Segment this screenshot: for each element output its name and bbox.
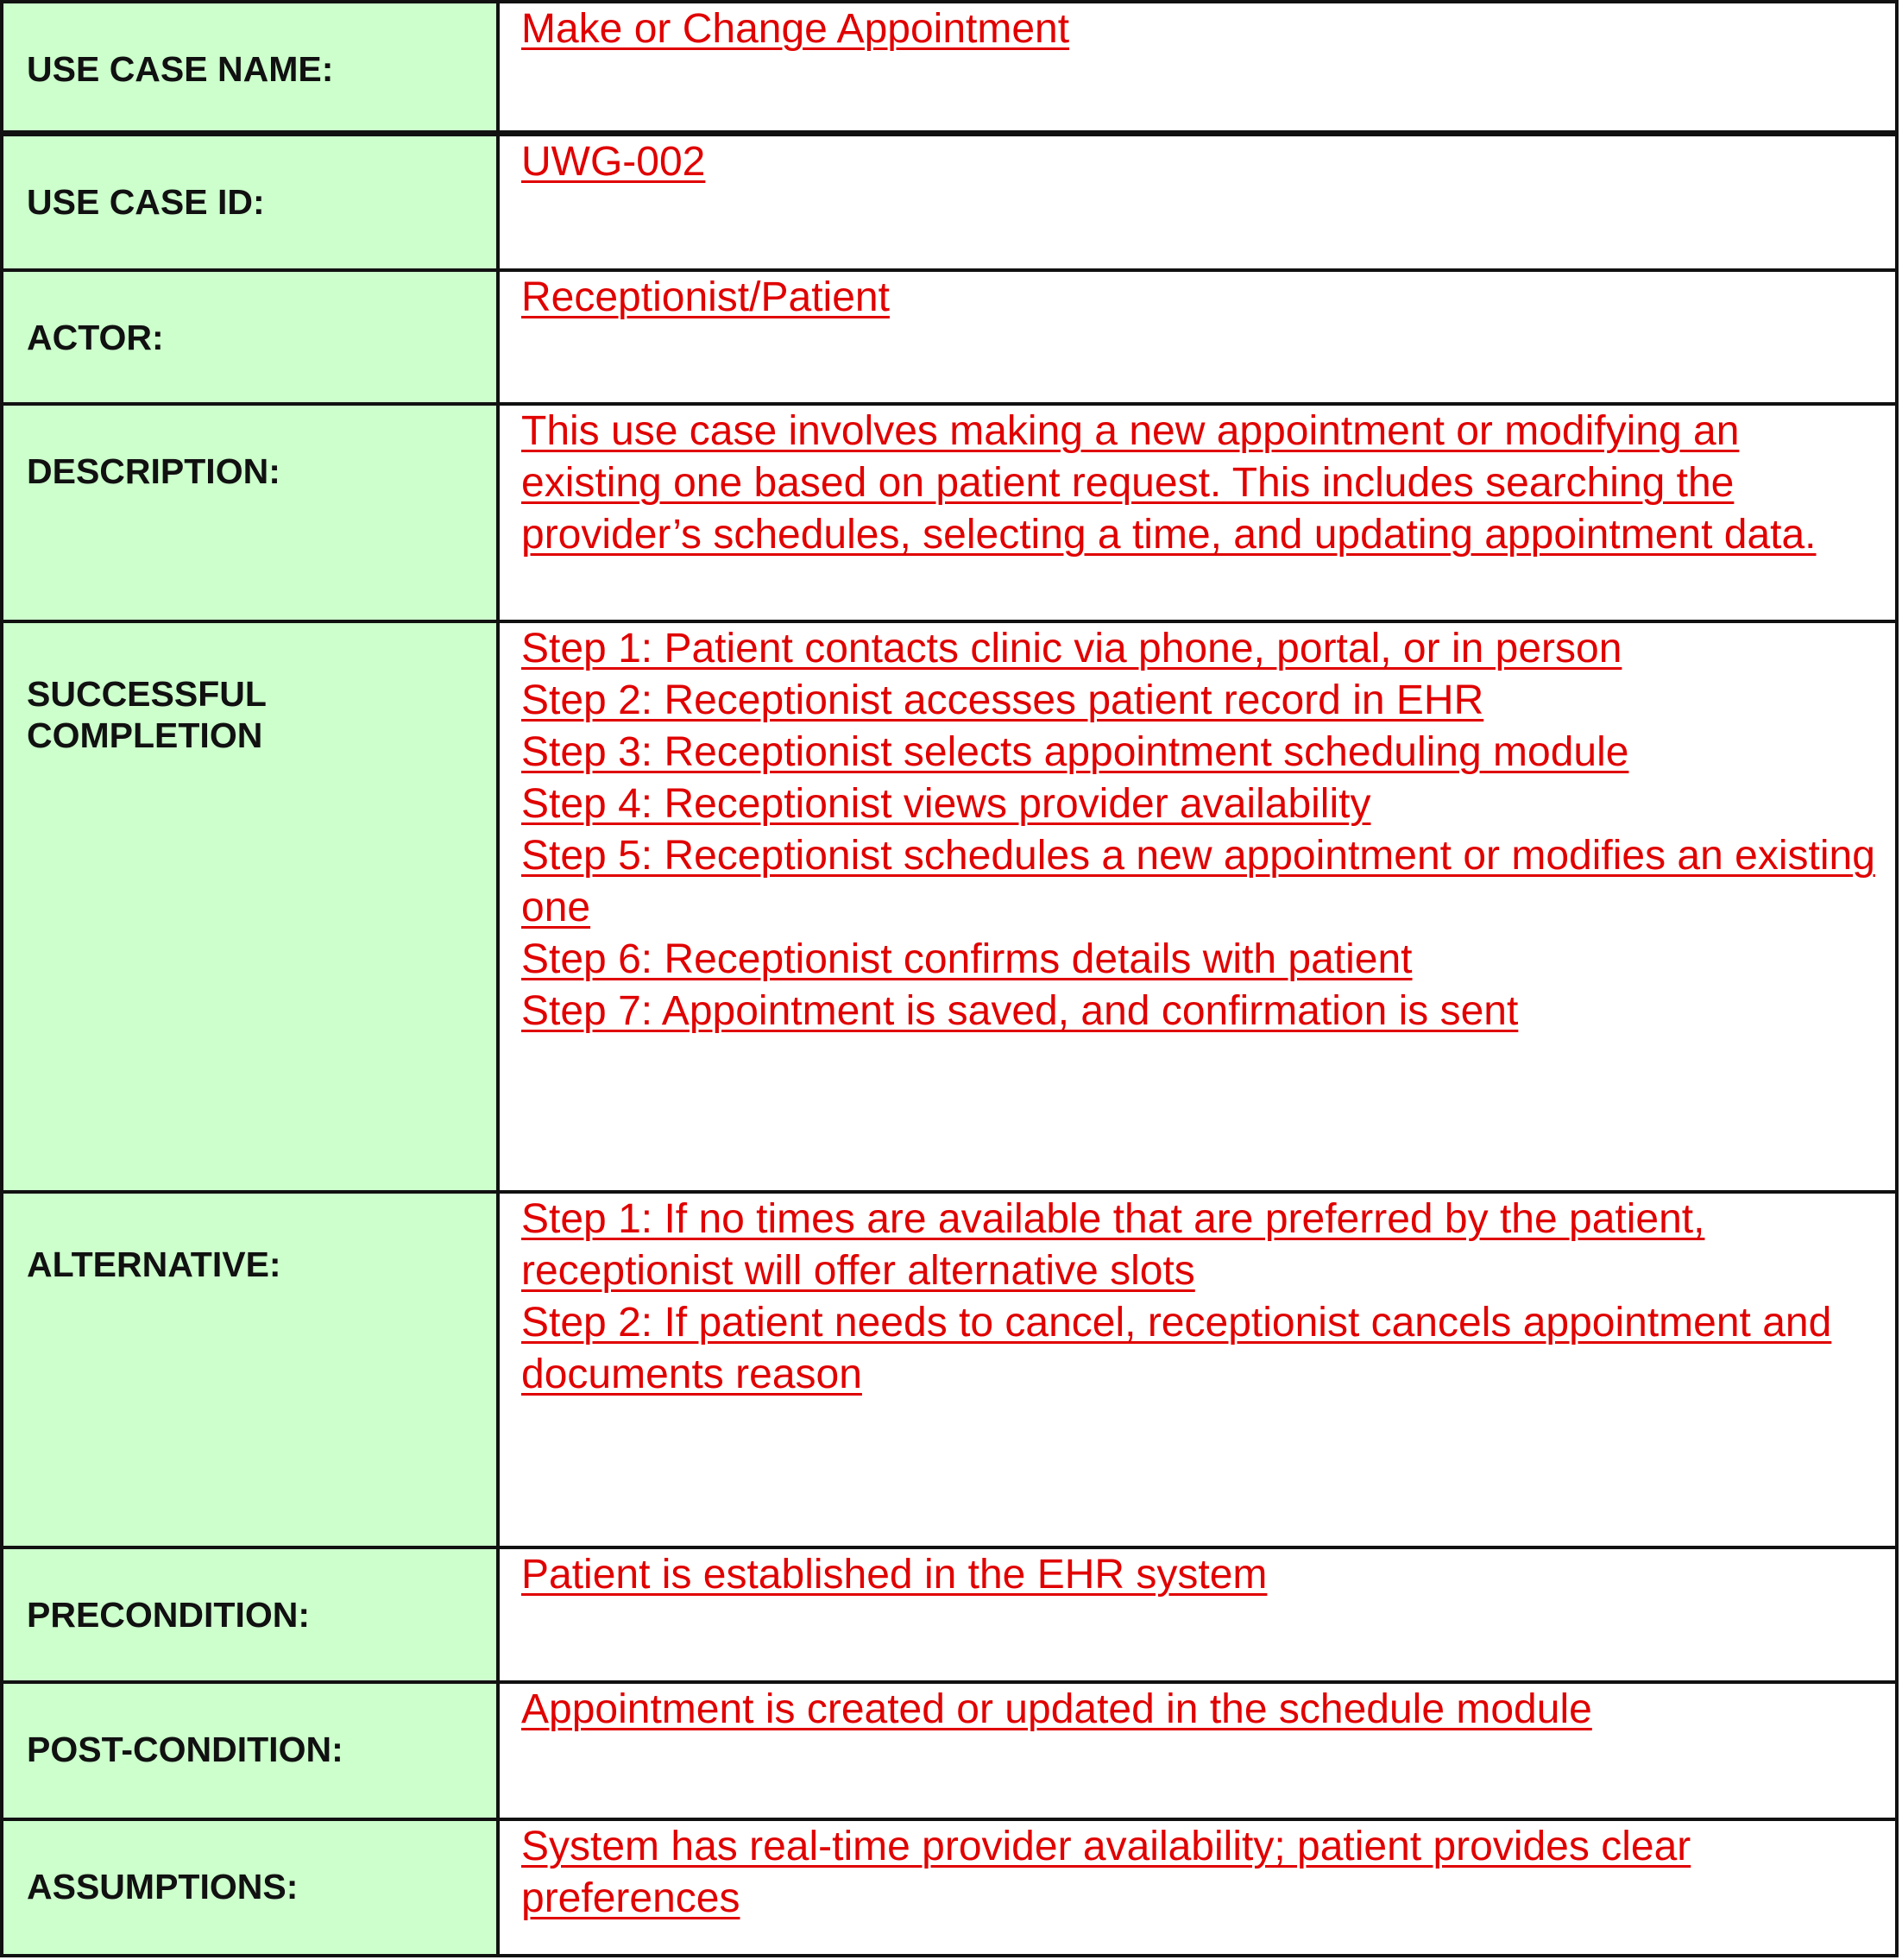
row-precondition [2, 1547, 1897, 1682]
use-case-name-label: USE CASE NAME: [2, 2, 498, 133]
alternative-step: Step 2: If patient needs to cancel, receptionist cancels appointment and documents reason [521, 1300, 1832, 1397]
alternative-step: Step 1: If no times are available that are preferred by the patient, receptionist will offer alternative slots [521, 1196, 1705, 1294]
row-description [2, 404, 1897, 621]
row-postcondition [2, 1682, 1897, 1819]
successful-completion-label: SUCCESSFUL COMPLETION [2, 621, 498, 1192]
alternative-value [498, 1192, 1897, 1547]
successful-step: Step 6: Receptionist confirms details with patient [521, 936, 1413, 982]
precondition-value: Patient is established in the EHR system [498, 1547, 1897, 1682]
successful-step: Step 7: Appointment is saved, and confirmation is sent [521, 988, 1519, 1034]
assumptions-value: System has real-time provider availability; patient provides clear preferences [498, 1819, 1897, 1956]
precondition-label: PRECONDITION: [2, 1547, 498, 1682]
successful-step: Step 4: Receptionist views provider availability [521, 781, 1371, 827]
assumptions-label: ASSUMPTIONS: [2, 1819, 498, 1956]
row-alternative [2, 1192, 1897, 1547]
description-label: DESCRIPTION: [2, 404, 498, 621]
alternative-label: ALTERNATIVE: [2, 1192, 498, 1547]
successful-step: Step 1: Patient contacts clinic via phone, portal, or in person [521, 626, 1622, 671]
successful-step: Step 2: Receptionist accesses patient record in EHR [521, 677, 1484, 723]
row-use-case-id [2, 133, 1897, 270]
row-actor [2, 270, 1897, 404]
row-successful-completion [2, 621, 1897, 1192]
postcondition-label: POST-CONDITION: [2, 1682, 498, 1819]
postcondition-value: Appointment is created or updated in the schedule module [498, 1682, 1897, 1819]
use-case-id-label: USE CASE ID: [2, 133, 498, 270]
row-assumptions [2, 1819, 1897, 1956]
actor-label: ACTOR: [2, 270, 498, 404]
use-case-id-value: UWG-002 [498, 133, 1897, 270]
description-value: This use case involves making a new appointment or modifying an existing one based on patient request. This includes searching the provider’s schedules, selecting a time, and updating appointment data. [498, 404, 1897, 621]
successful-step: Step 5: Receptionist schedules a new appointment or modifies an existing one [521, 833, 1875, 930]
actor-value: Receptionist/Patient [498, 270, 1897, 404]
row-use-case-name [2, 2, 1897, 133]
successful-step: Step 3: Receptionist selects appointment scheduling module [521, 729, 1629, 775]
use-case-name-value: Make or Change Appointment [498, 2, 1897, 133]
successful-completion-value [498, 621, 1897, 1192]
